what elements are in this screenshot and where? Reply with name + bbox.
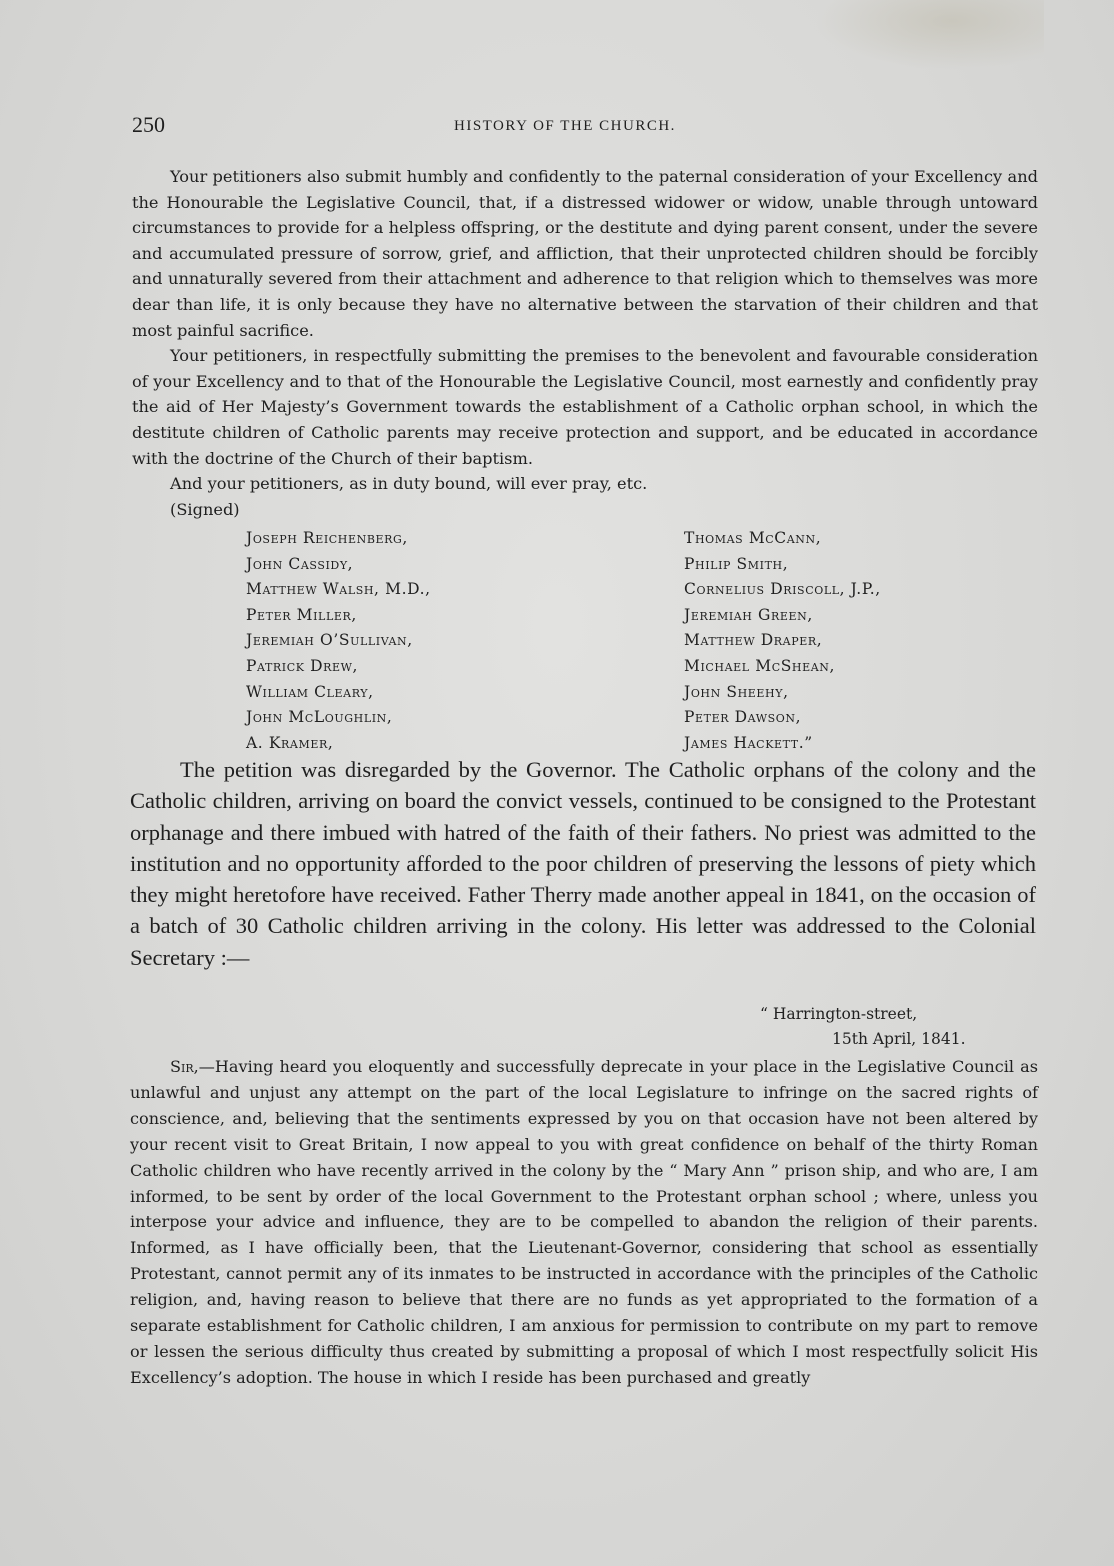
petition-signed: (Signed) [170,499,240,519]
letter-date: 15th April, 1841. [832,1030,966,1048]
signature-name: Peter Miller, [246,605,357,624]
signature-column-left [246,526,431,756]
signature-name: Cornelius Driscoll, J.P., [684,580,881,599]
running-title: HISTORY OF THE CHURCH. [454,118,676,134]
petition-paragraph-1: Your petitioners also submit humbly and confidently to the paternal consideration of your Excellency and the Honourable the Legislative Council, that, if a distressed widower or widow, unable through untoward circumstances to provide for a helpless offspring, or the destitute and dying parent consent, under the severe and accumulated pressure of sorrow, grief, and affliction, that their unprotected children should be forcibly and unnaturally severed from their attachment and adherence to that religion which to themselves was more dear than life, it is only because they have no alternative between the starvation of their children and that most painful sacrifice. [132,167,1038,340]
letter-body: —Having heard you eloquently and successfully deprecate in your place in the Legislative Council as unlawful and unjust any attempt on the part of the local Legislature to infringe on the sacred rights of conscience, and, believing that the sentiments expressed by you on that occasion have not been altered by your recent visit to Great Britain, I now appeal to you with great confidence on behalf of the thirty Roman Catholic children who have recently arrived in the colony by the “ Mary Ann ” prison ship, and who are, I am informed, to be sent by order of the local Government to the Protestant orphan school ; where, unless you interpose your advice and influence, they are to be compelled to abandon the religion of their parents. Informed, as I have officially been, that the Lieutenant-Governor, considering that school as essentially Protestant, cannot permit any of its inmates to be instructed in accordance with the principles of the Catholic religion, and, having reason to believe that there are no funds as yet appropriated to the formation of a separate establishment for Catholic children, I am anxious for permission to contribute on my part to remove or lessen the serious difficulty thus created by submitting a proposal of which I most respectfully solicit His Excellency’s adoption. The house in which I reside has been purchased and greatly [130,1057,1038,1387]
signature-name: Thomas McCann, [684,529,822,547]
petition-text [132,164,1038,522]
letter-address: “ Harrington-street, [760,1005,918,1023]
page-number: 250 [132,112,165,137]
signature-name: John McLoughlin, [246,708,393,727]
signature-name: William Cleary, [246,682,374,701]
signature-name: Philip Smith, [684,554,789,573]
paper-stain [814,0,1044,70]
letter-salutation: Sir, [170,1057,199,1076]
signature-column-right [684,526,881,756]
petition-paragraph-2: Your petitioners, in respectfully submitting the premises to the benevolent and favourable consideration of your Excellency and to that of the Honourable the Legislative Council, most earnestly and confidently pray the aid of Her Majesty’s Government towards the establishment of a Catholic orphan school, in which the destitute children of Catholic parents may receive protection and support, and be educated in accordance with the doctrine of the Church of their baptism. [132,346,1038,468]
page-header [132,112,1042,142]
signature-name: John Cassidy, [246,554,354,573]
signature-name: Jeremiah O’Sullivan, [246,631,413,650]
signature-name: Matthew Draper, [684,631,823,650]
signature-name: Matthew Walsh, M.D., [246,580,431,599]
narrative-paragraph: The petition was disregarded by the Governor. The Catholic orphans of the colony and the Catholic children, arriving on board the convict vessels, continued to be consigned to the Protestant orphanage and there imbued with hatred of the faith of their fathers. No priest was admitted to the institution and no opportunity afforded to the poor children of preserving the lessons of piety which they might heretofore have received. Father Therry made another appeal in 1841, on the occasion of a batch of 30 Catholic children arriving in the colony. His letter was addressed to the Colonial Secretary :— [130,757,1036,970]
signature-name: Joseph Reichenberg, [246,529,408,547]
signature-name: Peter Dawson, [684,708,802,727]
signature-name: John Sheehy, [684,682,789,701]
signature-name: A. Kramer, [246,733,334,752]
signature-name: Michael McShean, [684,656,836,675]
letter-paragraph [130,1054,1038,1391]
signature-name: Patrick Drew, [246,656,359,675]
letter-heading [760,1002,966,1052]
letter-text [130,1054,1038,1391]
narrative-text [130,754,1036,973]
signature-name: James Hackett.” [684,733,813,752]
petition-closing: And your petitioners, as in duty bound, will ever pray, etc. [170,474,648,494]
signature-name: Jeremiah Green, [684,605,813,624]
